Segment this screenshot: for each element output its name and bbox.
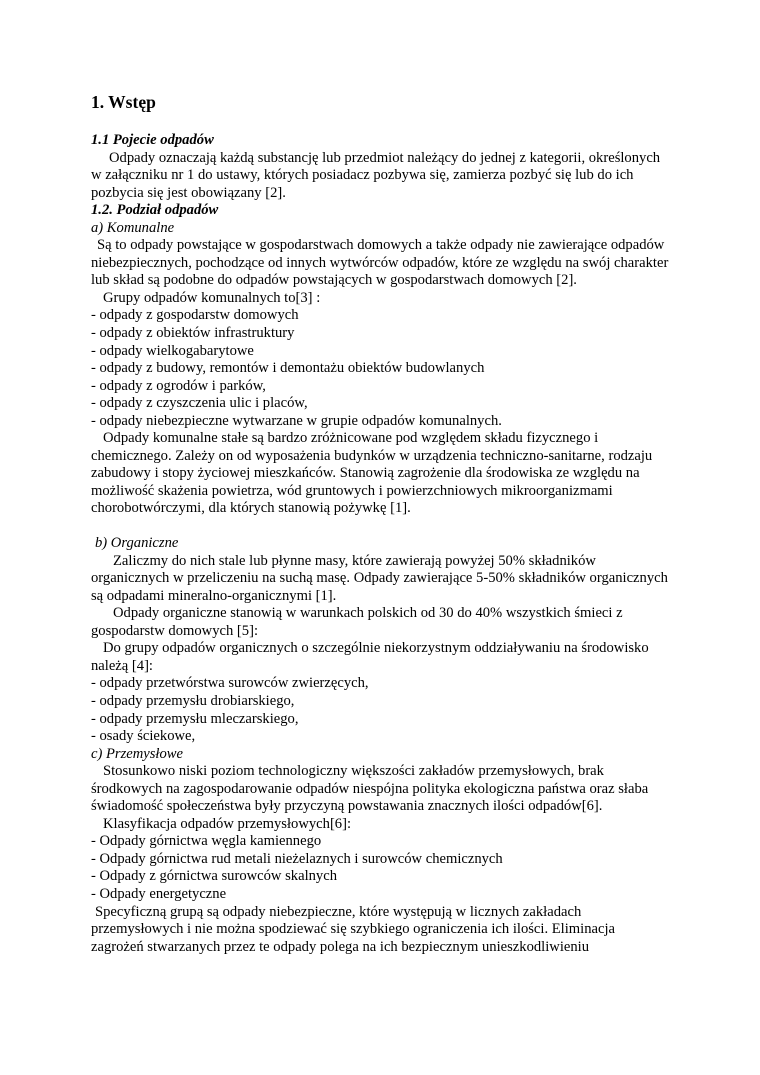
- organiczne-list: [91, 675, 671, 745]
- list-item: - odpady przemysłu mleczarskiego,: [91, 710, 299, 727]
- subsection-a-paragraph-1: Są to odpady powstające w gospodarstwach domowych a także odpady nie zawierające odpadów niebezpiecznych, pochodzące od innych wytwórców odpadów, które ze względu na swój charakter lub skład są podobne do odpadów powstających w gospodarstwach domowych [2].: [91, 237, 669, 289]
- list-item: - osady ściekowe,: [91, 728, 196, 745]
- list-item: - Odpady energetyczne: [91, 885, 227, 902]
- chapter-heading: 1. Wstęp: [91, 92, 156, 112]
- list-item: - Odpady z górnictwa surowców skalnych: [91, 868, 337, 885]
- list-item: - odpady przetwórstwa surowców zwierzęcych,: [91, 675, 369, 692]
- list-item: - odpady z ogrodów i parków,: [91, 377, 266, 394]
- document-body: [91, 92, 671, 956]
- subsection-a-paragraph-2: Grupy odpadów komunalnych to[3] :: [103, 289, 321, 306]
- section-1-1-title: 1.1 Pojecie odpadów: [91, 132, 214, 148]
- subsection-b-paragraph-2: Odpady organiczne stanowią w warunkach polskich od 30 do 40% wszystkich śmieci z gospodarstw domowych [5]:: [91, 605, 623, 639]
- list-item: - Odpady górnictwa rud metali nieżelaznych i surowców chemicznych: [91, 850, 503, 867]
- subsection-b-paragraph-3: Do grupy odpadów organicznych o szczególnie niekorzystnym oddziaływaniu na środowisko należą [4]:: [91, 640, 649, 674]
- subsection-c-paragraph-2: Klasyfikacja odpadów przemysłowych[6]:: [103, 815, 352, 832]
- subsection-a-paragraph-3: Odpady komunalne stałe są bardzo zróżnicowane pod względem składu fizycznego i chemicznego. Zależy on od wyposażenia budynków w urządzenia techniczno-sanitarne, rodzaju zabudowy i stopy życiowej mieszkańców. Stanowią zagrożenie dla środowiska ze względu na możliwość skażenia powietrza, wód gruntowych i powierzchniowych mikroorganizmami chorobotwórczymi, dla których stanowią pożywkę [1].: [91, 430, 653, 517]
- section-1-1-paragraph: Odpady oznaczają każdą substancję lub przedmiot należący do jednej z kategorii, określonych w załączniku nr 1 do ustawy, których posiadacz pozbywa się, zamierza pozbyć się lub do ich pozbycia się jest obowiązany [2].: [91, 149, 661, 201]
- subsection-b-paragraph-1: Zaliczmy do nich stale lub płynne masy, które zawierają powyżej 50% składników organicznych w przeliczeniu na suchą masę. Odpady zawierające 5-50% składników organicznych są odpadami mineralno-organicznymi [1].: [91, 552, 668, 604]
- subsection-c-paragraph-3: Specyficzną grupą są odpady niebezpieczne, które występują w licznych zakładach przemysłowych i nie można spodziewać się szybkiego ograniczenia ich ilości. Eliminacja zagrożeń stwarzanych przez te odpady polega na ich bezpiecznym unieszkodliwieniu: [91, 903, 615, 955]
- list-item: - odpady przemysłu drobiarskiego,: [91, 692, 295, 709]
- section-1-2-title: 1.2. Podział odpadów: [91, 202, 219, 219]
- list-item: - odpady z gospodarstw domowych: [91, 307, 299, 324]
- list-item: - odpady wielkogabarytowe: [91, 342, 254, 359]
- subsection-c-paragraph-1: Stosunkowo niski poziom technologiczny większości zakładów przemysłowych, brak środkowych na zagospodarowanie odpadów niespójna polityka ekologiczna państwa oraz słaba świadomość społeczeństwa były przyczyną powstawania znacznych ilości odpadów[6].: [91, 763, 649, 815]
- subsection-b-title: b) Organiczne: [95, 535, 179, 552]
- list-item: - odpady z obiektów infrastruktury: [91, 325, 295, 342]
- list-item: - Odpady górnictwa węgla kamiennego: [91, 833, 322, 850]
- subsection-c-title: c) Przemysłowe: [91, 745, 183, 762]
- list-item: - odpady z czyszczenia ulic i placów,: [91, 395, 308, 412]
- subsection-a-title: a) Komunalne: [91, 219, 175, 236]
- spacer: [91, 518, 671, 535]
- komunalne-list: [91, 307, 671, 430]
- list-item: - odpady z budowy, remontów i demontażu obiektów budowlanych: [91, 360, 485, 377]
- list-item: - odpady niebezpieczne wytwarzane w grupie odpadów komunalnych.: [91, 412, 502, 429]
- przemyslowe-list: [91, 833, 671, 903]
